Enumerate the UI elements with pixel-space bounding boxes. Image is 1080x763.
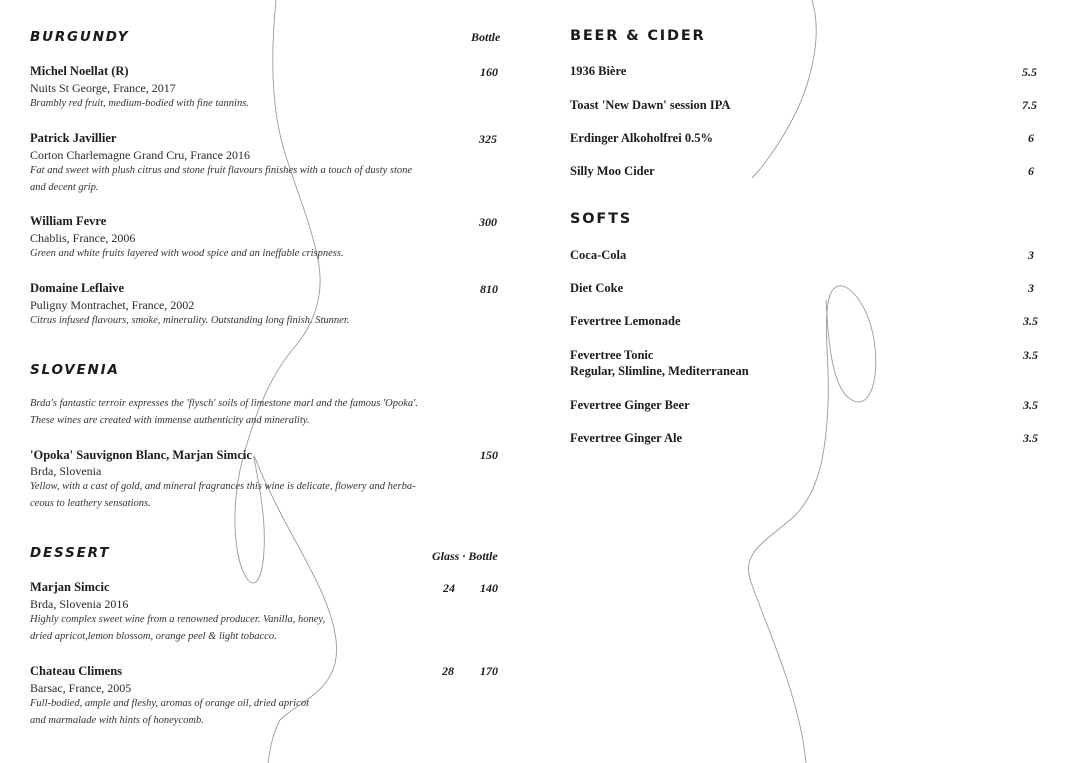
wine-description: Green and white fruits layered with wood spice and an ineffable crispness. (30, 248, 344, 259)
wine-description: dried apricot,lemon blossom, orange peel & light tobacco. (30, 631, 277, 642)
burgundy-heading: BURGUNDY (30, 29, 130, 45)
glass-price: 24 (443, 581, 455, 595)
drink-price: 6 (1028, 131, 1034, 145)
drink-name: 1936 Bière (570, 64, 627, 78)
wine-name: Patrick Javillier (30, 131, 117, 145)
drink-price: 7.5 (1022, 98, 1037, 112)
wine-origin: Nuits St George, France, 2017 (30, 81, 176, 95)
drink-name: Fevertree Ginger Beer (570, 398, 690, 412)
drink-name: Silly Moo Cider (570, 164, 655, 178)
drink-name: Toast 'New Dawn' session IPA (570, 98, 731, 112)
wine-description: Brambly red fruit, medium-bodied with fine tannins. (30, 98, 249, 109)
wine-name: Marjan Simcic (30, 580, 110, 594)
wine-origin: Brda, Slovenia (30, 464, 102, 478)
bottle-price: 160 (480, 65, 498, 79)
drink-name: Fevertree Ginger Ale (570, 431, 682, 445)
glass-bottle-column-label: Glass · Bottle (432, 549, 498, 563)
wine-origin: Barsac, France, 2005 (30, 681, 132, 695)
slovenia-intro: Brda's fantastic terroir expresses the 'flysch' soils of limestone marl and the famous 'Opoka'. (30, 398, 419, 409)
wine-description: Highly complex sweet wine from a renowned producer. Vanilla, honey, (30, 614, 326, 625)
bottle-column-label: Bottle (471, 30, 501, 44)
wine-description: and marmalade with hints of honeycomb. (30, 715, 204, 726)
dessert-heading: DESSERT (30, 545, 111, 561)
drink-price: 3.5 (1023, 431, 1038, 445)
drink-name: Coca-Cola (570, 248, 627, 262)
wine-name: Michel Noellat (R) (30, 64, 129, 78)
wine-description: Yellow, with a cast of gold, and mineral fragrances this wine is delicate, flowery and herba- (30, 481, 416, 492)
softs-heading: SOFTS (570, 211, 633, 227)
wine-description: Fat and sweet with plush citrus and stone fruit flavours finishes with a touch of dusty stone (30, 165, 413, 176)
wine-description: and decent grip. (30, 182, 99, 193)
slovenia-intro: These wines are created with immense authenticity and minerality. (30, 415, 310, 426)
bottle-price: 810 (480, 282, 498, 296)
wine-description: Full-bodied, ample and fleshy, aromas of orange oil, dried apricot (30, 698, 310, 709)
drink-name: Fevertree Tonic (570, 348, 654, 362)
drink-price: 3.5 (1023, 314, 1038, 328)
drink-price: 3.5 (1023, 348, 1038, 362)
drink-price: 3 (1028, 248, 1034, 262)
wine-name: 'Opoka' Sauvignon Blanc, Marjan Simcic (30, 448, 252, 462)
drink-price: 3 (1028, 281, 1034, 295)
bottle-price: 170 (480, 664, 498, 678)
wine-name: William Fevre (30, 214, 107, 228)
wine-origin: Chablis, France, 2006 (30, 231, 136, 245)
drink-variants: Regular, Slimline, Mediterranean (570, 364, 749, 378)
beer-cider-heading: BEER & CIDER (570, 28, 706, 44)
wine-name: Chateau Climens (30, 664, 123, 678)
wine-name: Domaine Leflaive (30, 281, 125, 295)
wine-origin: Corton Charlemagne Grand Cru, France 2016 (30, 148, 250, 162)
wine-description: Citrus infused flavours, smoke, minerality. Outstanding long finish. Stunner. (30, 315, 350, 326)
wine-origin: Puligny Montrachet, France, 2002 (30, 298, 195, 312)
wine-description: ceous to leathery sensations. (30, 498, 151, 509)
bottle-price: 325 (479, 132, 497, 146)
glass-price: 28 (442, 664, 454, 678)
slovenia-heading: SLOVENIA (30, 362, 120, 378)
bottle-price: 150 (480, 448, 498, 462)
drink-name: Erdinger Alkoholfrei 0.5% (570, 131, 713, 145)
drink-price: 3.5 (1023, 398, 1038, 412)
wine-origin: Brda, Slovenia 2016 (30, 597, 129, 611)
bottle-price: 140 (480, 581, 498, 595)
drink-price: 6 (1028, 164, 1034, 178)
drink-name: Diet Coke (570, 281, 624, 295)
drink-name: Fevertree Lemonade (570, 314, 681, 328)
drink-price: 5.5 (1022, 65, 1037, 79)
bottle-price: 300 (479, 215, 497, 229)
